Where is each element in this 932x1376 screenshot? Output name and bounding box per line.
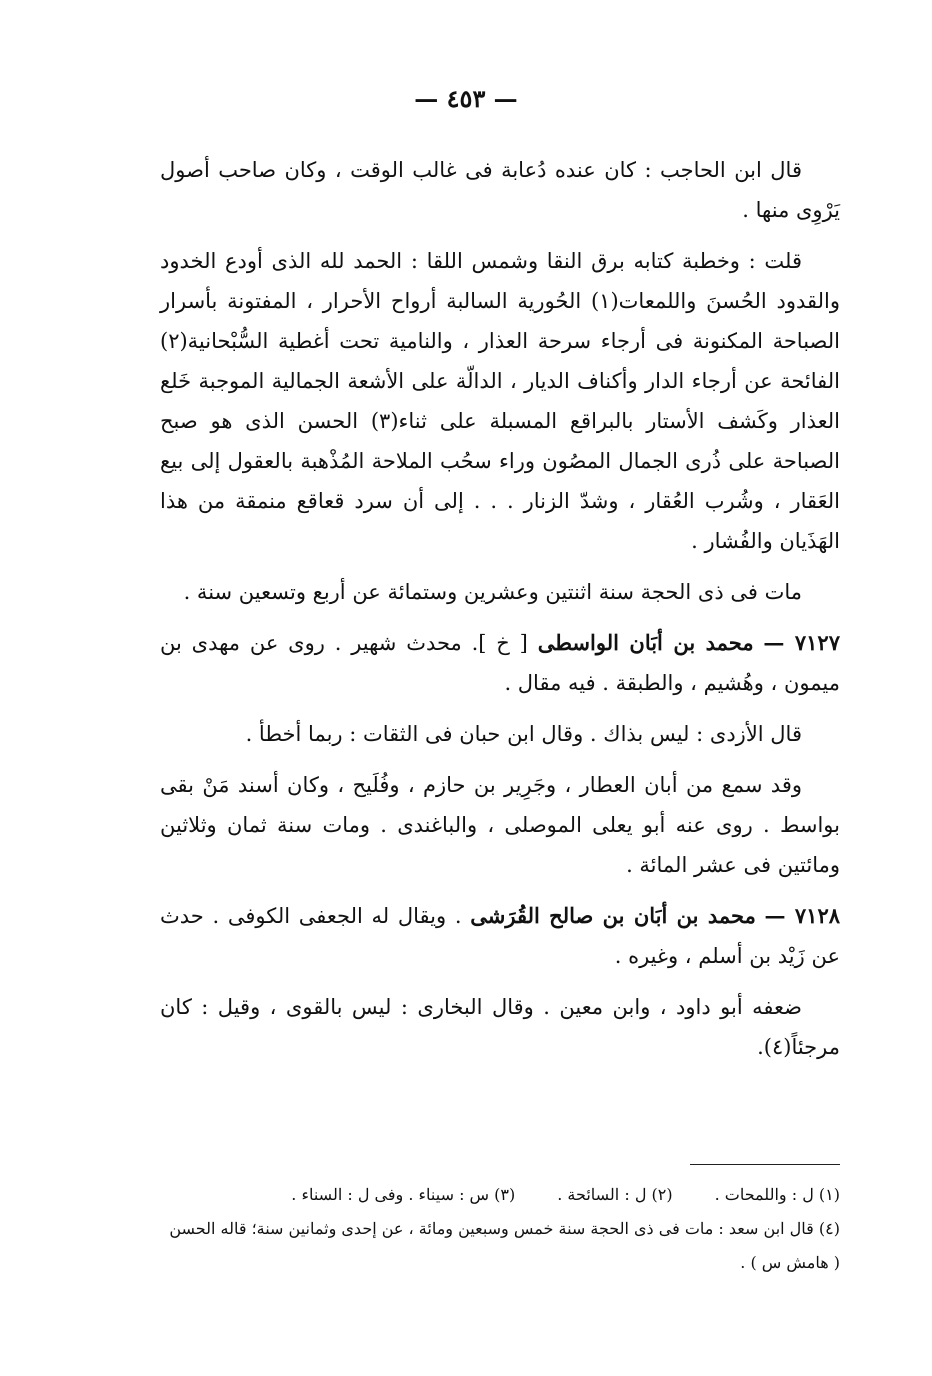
- paragraph-ibn-hajib: قال ابن الحاجب : كان عنده دُعابة فى غالب الوقت ، وكان صاحب أصول يَرْوِى منها .: [160, 158, 840, 222]
- paragraph-death: مات فى ذى الحجة سنة اثنتين وعشرين وستمائة عن أربع وتسعين سنة .: [183, 580, 802, 604]
- entry-7127-heard: وقد سمع من أبان العطار ، وجَرِير بن حازم ، وفُلَيح ، وكان أسند مَنْ بقى بواسط . روى عنه أبو يعلى الموصلى ، والباغندى . ومات سنة ثمان وثلاثين ومائتين فى عشر المائة .: [160, 773, 840, 877]
- footnote-3: (٣) س : سيناء . وفى ل : السناء .: [291, 1185, 516, 1204]
- main-text: [160, 150, 840, 1078]
- entry-text: [ خ ]. محدث شهير . روى عن مهدى بن ميمون ، وهُشيم ، والطبقة . فيه مقال .: [160, 631, 840, 695]
- entry-7127-azdi: قال الأزدى : ليس بذاك . وقال ابن حبان فى الثقات : ربما أخطأ .: [245, 722, 802, 746]
- entry-name: محمد بن أبَان بن صالح القُرَشى: [470, 903, 756, 928]
- footnote-4: (٤) قال ابن سعد : مات فى ذى الحجة سنة خمس وسبعين ومائة ، عن إحدى وثمانين سنة؛ قاله الحسن ( هامش س ) .: [169, 1219, 840, 1272]
- footnote-2: (٢) ل : السائحة .: [557, 1185, 673, 1204]
- footnotes: [160, 1178, 840, 1280]
- entry-7127: [160, 623, 840, 703]
- footnote-divider: [690, 1164, 840, 1165]
- entry-7128-weakened: ضعفه أبو داود ، وابن معين . وقال البخارى : ليس بالقوى ، وقيل : كان مرجئاً(٤).: [160, 995, 840, 1059]
- entry-number: ٧١٢٧ —: [763, 630, 840, 655]
- entry-7128: [160, 896, 840, 976]
- page-number: — ٤٥٣ —: [414, 84, 518, 113]
- entry-text: . ويقال له الجعفى الكوفى . حدث عن زَيْد بن أسلم ، وغيره .: [160, 904, 840, 968]
- entry-number: ٧١٢٨ —: [764, 903, 841, 928]
- footnote-row: [160, 1178, 840, 1212]
- paragraph-khutba: قلت : وخطبة كتابه برق النقا وشمس اللقا : الحمد لله الذى أودع الخدود والقدود الحُسنَ واللمعات(١) الحُورية السالبة أرواح الأحرار ، المفتونة بأسرار الصباحة المكنونة فى أرجاء سرحة العذار ، والنامية تحت أغطية السُّبْحانية(٢) الفائحة عن أرجاء الدار وأكناف الديار ، الدالّة على الأشعة الجمالية الموجبة خَلع العذار وكَشف الأستار بالبراقع المسبلة على ثناء(٣) الحسن الذى هو صبح الصباحة على ذُرى الجمال المصُون وراء سحُب الملاحة المُذْهبة بالعقول إلى بيع العَقار ، وشُرب العُقار ، وشدّ الزنار . . . إلى أن سرد قعاقع منمقة من هذا الهَذَيان والفُشار .: [160, 249, 840, 553]
- footnote-1: (١) ل : واللمحات .: [714, 1185, 840, 1204]
- entry-name: محمد بن أبَان الواسطى: [537, 630, 754, 655]
